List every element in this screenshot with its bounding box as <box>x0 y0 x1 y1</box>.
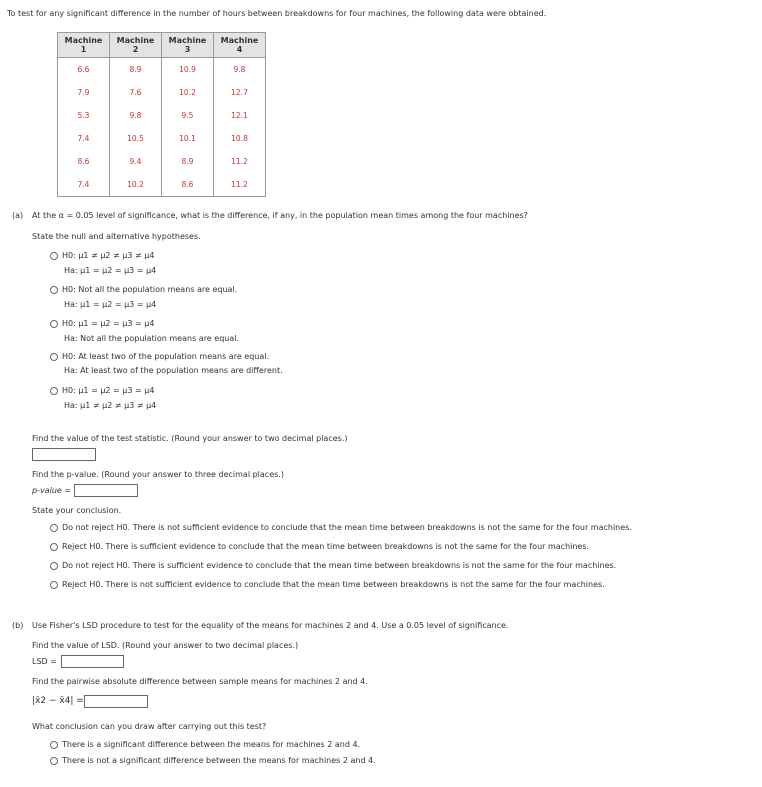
table-header: Machine 1 <box>58 33 110 58</box>
table-cell: 9.8 <box>110 104 162 127</box>
table-header: Machine 3 <box>162 33 214 58</box>
conclusion-option-3-radio[interactable] <box>50 562 58 570</box>
table-cell: 6.6 <box>58 58 110 82</box>
table-cell: 8.6 <box>162 173 214 197</box>
conclusion-option-2-label: Reject H0. There is sufficient evidence to conclude that the mean time between breakdowns is not the same for the four machines. <box>62 542 590 551</box>
pairwise-label: |x̄2 − x̄4| = <box>32 696 84 706</box>
hypothesis-option-1-ha: Ha: μ1 = μ2 = μ3 = μ4 <box>64 266 157 275</box>
table-header-row <box>58 33 266 58</box>
conclusion-option-4-label: Reject H0. There is not sufficient evidence to conclude that the mean time between breakdowns is not the same for the four machines. <box>62 580 605 589</box>
table-cell: 7.4 <box>58 127 110 150</box>
hypothesis-option-4-ha: Ha: At least two of the population means are different. <box>64 366 283 375</box>
table-cell: 10.8 <box>214 127 266 150</box>
hypothesis-option-2-radio[interactable] <box>50 286 58 294</box>
hypothesis-option-3-h0: H0: μ1 = μ2 = μ3 = μ4 <box>62 319 155 328</box>
part-b-conclusion-option-1-label: There is a significant difference between the means for machines 2 and 4. <box>62 740 361 749</box>
hypothesis-option-1-radio[interactable] <box>50 252 58 260</box>
hypotheses-prompt: State the null and alternative hypotheses. <box>32 232 201 241</box>
pvalue-label: p-value = <box>32 486 72 495</box>
table-cell: 10.2 <box>110 173 162 197</box>
part-a-question: At the α = 0.05 level of significance, what is the difference, if any, in the population mean times among the four machines? <box>32 211 528 220</box>
table-cell: 12.1 <box>214 104 266 127</box>
table-cell: 12.7 <box>214 81 266 104</box>
table-cell: 9.5 <box>162 104 214 127</box>
table-header: Machine 2 <box>110 33 162 58</box>
table-cell: 8.9 <box>162 150 214 173</box>
part-b-conclusion-option-2-label: There is not a significant difference between the means for machines 2 and 4. <box>62 756 376 765</box>
conclusion-option-1-label: Do not reject H0. There is not sufficient evidence to conclude that the mean time between breakdowns is not the same for the four machines. <box>62 523 632 532</box>
table-header: Machine 4 <box>214 33 266 58</box>
conclusion-option-2-radio[interactable] <box>50 543 58 551</box>
table-row <box>58 127 266 150</box>
part-b-conclusion-option-1-radio[interactable] <box>50 741 58 749</box>
hypothesis-option-5-h0: H0: μ1 = μ2 = μ3 = μ4 <box>62 386 155 395</box>
table-cell: 5.3 <box>58 104 110 127</box>
conclusion-option-1-radio[interactable] <box>50 524 58 532</box>
part-b-label: (b) <box>12 621 24 630</box>
lsd-input[interactable] <box>61 655 124 668</box>
hypothesis-option-5-radio[interactable] <box>50 387 58 395</box>
pvalue-prompt: Find the p-value. (Round your answer to three decimal places.) <box>32 470 284 479</box>
table-row <box>58 104 266 127</box>
conclusion-prompt: State your conclusion. <box>32 506 122 515</box>
hypothesis-option-1-h0: H0: μ1 ≠ μ2 ≠ μ3 ≠ μ4 <box>62 251 155 260</box>
table-cell: 10.2 <box>162 81 214 104</box>
table-cell: 11.2 <box>214 173 266 197</box>
table-row <box>58 173 266 197</box>
table-row <box>58 150 266 173</box>
table-cell: 8.6 <box>58 150 110 173</box>
table-cell: 9.4 <box>110 150 162 173</box>
table-cell: 8.9 <box>110 58 162 82</box>
table-cell: 9.8 <box>214 58 266 82</box>
lsd-prompt: Find the value of LSD. (Round your answer to two decimal places.) <box>32 641 299 650</box>
intro-text: To test for any significant difference in the number of hours between breakdowns for four machines, the following data were obtained. <box>7 9 547 18</box>
part-b-conclusion-option-2-radio[interactable] <box>50 757 58 765</box>
conclusion-option-3-label: Do not reject H0. There is sufficient evidence to conclude that the mean time between breakdowns is not the same for the four machines. <box>62 561 617 570</box>
hypothesis-option-4-radio[interactable] <box>50 353 58 361</box>
data-table <box>57 32 266 197</box>
table-cell: 7.9 <box>58 81 110 104</box>
test-statistic-prompt: Find the value of the test statistic. (Round your answer to two decimal places.) <box>32 434 348 443</box>
pairwise-input[interactable] <box>84 695 148 708</box>
hypothesis-option-4-h0: H0: At least two of the population means are equal. <box>62 352 270 361</box>
hypothesis-option-2-h0: H0: Not all the population means are equal. <box>62 285 238 294</box>
test-statistic-input[interactable] <box>32 448 96 461</box>
hypothesis-option-3-radio[interactable] <box>50 320 58 328</box>
table-cell: 11.2 <box>214 150 266 173</box>
conclusion-option-4-radio[interactable] <box>50 581 58 589</box>
part-b-question: Use Fisher's LSD procedure to test for the equality of the means for machines 2 and 4. Use a 0.05 level of significance. <box>32 621 509 630</box>
table-cell: 10.9 <box>162 58 214 82</box>
pairwise-prompt: Find the pairwise absolute difference between sample means for machines 2 and 4. <box>32 677 368 686</box>
part-b-conclusion-prompt: What conclusion can you draw after carrying out this test? <box>32 722 267 731</box>
table-cell: 7.4 <box>58 173 110 197</box>
hypothesis-option-3-ha: Ha: Not all the population means are equal. <box>64 334 240 343</box>
pvalue-input[interactable] <box>74 484 138 497</box>
hypothesis-option-2-ha: Ha: μ1 = μ2 = μ3 = μ4 <box>64 300 157 309</box>
table-row <box>58 81 266 104</box>
table-cell: 10.1 <box>162 127 214 150</box>
table-row <box>58 58 266 82</box>
part-a-label: (a) <box>12 211 24 220</box>
lsd-label: LSD = <box>32 657 57 666</box>
table-cell: 10.5 <box>110 127 162 150</box>
table-cell: 7.6 <box>110 81 162 104</box>
hypothesis-option-5-ha: Ha: μ1 ≠ μ2 ≠ μ3 ≠ μ4 <box>64 401 157 410</box>
